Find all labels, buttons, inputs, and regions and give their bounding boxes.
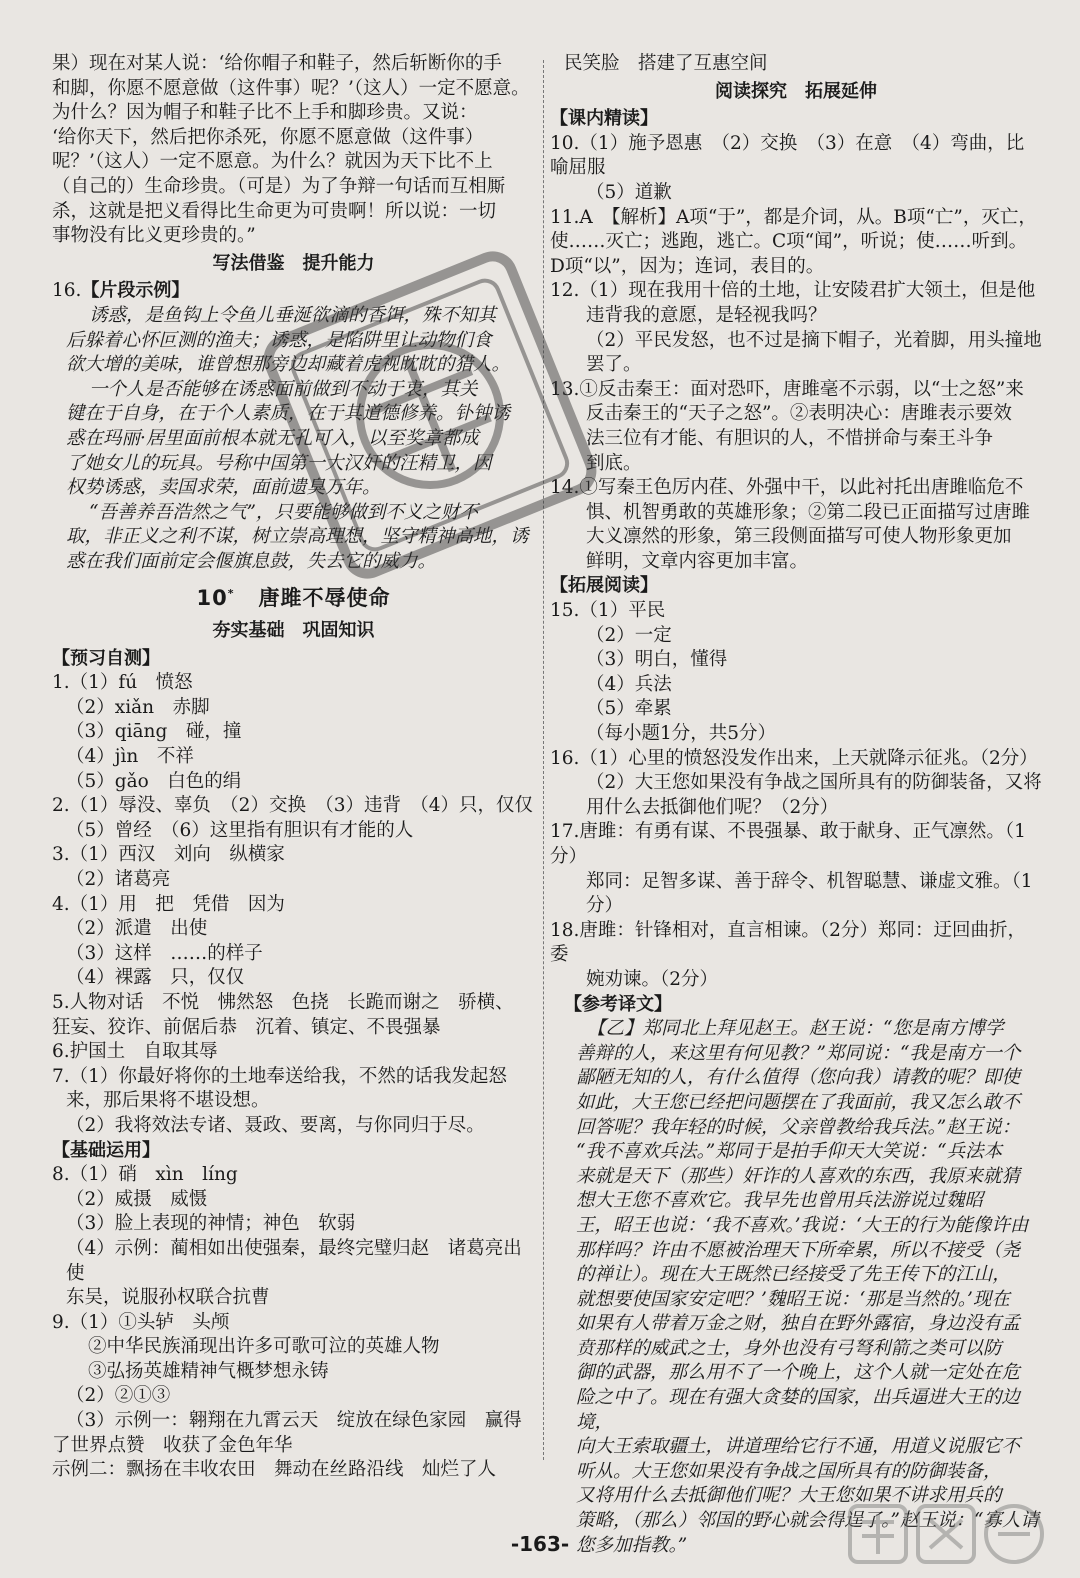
- translation-text-line: 想大王您不喜欢它。我早先也曾用兵法游说过魏昭: [576, 1190, 984, 1212]
- text-line: 到底。: [586, 452, 642, 474]
- text-line: （5）gǎo 白色的绢: [66, 770, 242, 792]
- site-logo-icon: [846, 1502, 1056, 1568]
- text-line: （2）威摄 威慑: [66, 1188, 208, 1210]
- example-text-line: 欲大增的美味，谁曾想那旁边却藏着虎视眈眈的猎人。: [66, 354, 511, 376]
- translation-text-line: 御的武器，那么用不了一个晚上，这个人就一定处在危: [576, 1362, 1021, 1384]
- example-text-line: 【乙】郑同北上拜见赵王。赵王说：“您是南方博学: [587, 1018, 1004, 1040]
- example-text-line: 取，非正义之利不谋，树立崇高理想，坚守精神高地，诱: [66, 526, 529, 548]
- text-line: 3.（1）西汉 刘向 纵横家: [52, 844, 285, 866]
- text-line: 大义凛然的形象，第三段侧面描写可使人物形象更加: [586, 526, 1012, 548]
- translation-text-line: “我不喜欢兵法。”郑同于是拍手仰天大笑说：“兵法本: [576, 1141, 1003, 1163]
- column-divider: [543, 60, 544, 1460]
- text-line: 来，那后果将不堪设想。: [66, 1090, 270, 1112]
- text-line: （4）示例：蔺相如出使强秦，最终完璧归赵 诸葛亮出使: [66, 1237, 522, 1284]
- translation-text-line: 回答呢？我年轻的时候，父亲曾教给我兵法。”赵王说：: [576, 1116, 1021, 1138]
- text-line: （4）裸露 只，仅仅: [66, 967, 245, 989]
- text-line: 为什么？因为帽子和鞋子比不上手和脚珍贵。又说：: [52, 102, 478, 124]
- text-line: 8.（1）硝 xìn líng: [52, 1164, 238, 1186]
- text-line: 17.唐雎：有勇有谋、不畏强暴、敢于献身、正气凛然。（1分）: [550, 821, 1026, 867]
- example-text-line: 键在于自身，在于个人素质，在于其道德修养。钋钟诱: [66, 403, 511, 425]
- text-line: （3）这样 ……的样子: [66, 942, 263, 964]
- text-line: 1.（1）fú 愤怒: [52, 672, 193, 694]
- text-line: （2）派遣 出使: [66, 918, 208, 940]
- example-text-line: 一个人是否能够在诱惑面前做到不动于衷，其关: [89, 378, 478, 400]
- text-line: 5.人物对话 不悦 怫然怒 色挠 长跪而谢之 骄横、: [52, 991, 514, 1013]
- text-line: 罢了。: [586, 354, 642, 376]
- text-line: 4.（1）用 把 凭借 因为: [52, 893, 285, 915]
- text-line: （5）牵累: [586, 698, 672, 720]
- text-line: （自己的）生命珍贵。（可是）为了争辩一句话而互相厮: [52, 175, 506, 197]
- translation-text-line: 就想要使国家安定吧？’魏昭王说：‘那是当然的。’现在: [576, 1288, 1010, 1310]
- text-line: 13.①反击秦王：面对恐吓，唐雎毫不示弱，以“士之怒”来: [550, 378, 1024, 400]
- text-line: 15.（1）平民: [550, 600, 666, 622]
- text-line: 使……灭亡；逃跑，逃亡。C项“闻”，听说；使……听到。: [550, 231, 1028, 253]
- text-line: （2）②①③: [66, 1385, 171, 1407]
- translation-text-line: 险之中了。现在有强大贪婪的国家，出兵逼进大王的边境，: [576, 1387, 1021, 1433]
- text-line: （2）诸葛亮: [66, 869, 171, 890]
- text-line: （4）jìn 不祥: [66, 746, 194, 768]
- right-column: [550, 52, 1042, 1558]
- text-line: 示例二：飘扬在丰收农田 舞动在丝路沿线 灿烂了人: [52, 1459, 497, 1481]
- text-line: 用什么去抵御他们呢？（2分）: [586, 796, 839, 818]
- text-line: （2）xiǎn 赤脚: [66, 696, 210, 718]
- text-line: （5）曾经 （6）这里指有胆识有才能的人: [66, 819, 414, 841]
- translation-text-line: 贲那样的威武之士，身外也没有弓弩利箭之类可以防: [576, 1337, 1002, 1359]
- subsection-label: 【课内精读】: [550, 108, 658, 130]
- text-line: ③弘扬英雄精神气概梦想永铸: [88, 1360, 329, 1382]
- text-line: 16.（1）心里的愤怒没发作出来，上天就降示征兆。（2分）: [550, 747, 1038, 769]
- translation-text-line: 的禅让）。现在大王既然已经接受了先王传下的江山，: [576, 1264, 1011, 1286]
- example-text-line: 权势诱惑，卖国求荣，面前遗臭万年。: [66, 477, 381, 499]
- text-line: 10.（1）施予恩惠 （2）交换 （3）在意 （4）弯曲，比喻屈服: [550, 132, 1025, 179]
- text-line: 违背我的意愿，是轻视我吗？: [586, 304, 827, 326]
- text-line: 东吴，说服孙权联合抗曹: [66, 1287, 270, 1309]
- text-line: 惧、机智勇敢的英雄形象；②第二段已正面描写过唐雎: [586, 501, 1031, 523]
- translation-text-line: 王，昭王也说：‘我不喜欢。’我说：‘大王的行为能像许由: [576, 1214, 1029, 1236]
- text-line: 了世界点赞 收获了金色年华: [52, 1434, 293, 1456]
- subsection-label: 【片段示例】: [81, 280, 190, 302]
- text-line: （2）一定: [586, 624, 672, 646]
- translation-text-line: 善辩的人，来这里有何见教？”郑同说：“我是南方一个: [576, 1042, 1021, 1064]
- example-text-line: 惑在玛丽·居里面前根本就无孔可入，以至奖章都成: [66, 427, 479, 449]
- section-heading: 写法借鉴 提升能力: [212, 252, 375, 274]
- text-line: （3）明白，懂得: [586, 649, 728, 671]
- text-line: 鲜明，文章内容更加丰富。: [586, 550, 809, 572]
- text-line: （每小题1分，共5分）: [586, 723, 777, 745]
- subsection-label: 【拓展阅读】: [550, 575, 658, 597]
- text-line: 6.护国土 自取其辱: [52, 1041, 218, 1063]
- example-text-line: 惑在我们面前定会偃旗息鼓，失去它的威力。: [66, 550, 437, 572]
- text-line: 郑同：足智多谋、善于辞令、机智聪慧、谦虚文雅。（1分）: [586, 870, 1033, 917]
- text-line: （4）兵法: [586, 673, 672, 695]
- text-line: （2）我将效法专诸、聂政、要离，与你同归于尽。: [66, 1114, 485, 1136]
- subsection-label: 【基础运用】: [52, 1139, 160, 1161]
- translation-text-line: 鄙陋无知的人，有什么值得（您向我）请教的呢？即使: [576, 1067, 1021, 1089]
- section-heading: 夯实基础 巩固知识: [212, 620, 375, 642]
- text-line: 杀，这就是把义看得比生命更为可贵啊！所以说：一切: [52, 200, 497, 222]
- text-line: （3）脸上表现的神情；神色 软弱: [66, 1213, 356, 1235]
- text-line: ‘给你天下，然后把你杀死，你愿不愿意做（这件事）: [52, 126, 484, 148]
- subsection-label: 【参考译文】: [564, 993, 672, 1015]
- self-study-mark: *: [227, 587, 235, 601]
- text-line: 和脚，你愿不愿意做（这件事）呢？’（这人）一定不愿意。: [52, 77, 530, 99]
- question-number: 16.: [52, 280, 82, 302]
- lesson-title: [52, 582, 535, 611]
- text-line: 呢？’（这人）一定不愿意。为什么？就因为天下比不上: [52, 151, 493, 173]
- translation-text-line: 您多加指教。”: [576, 1534, 688, 1556]
- translation-text-line: 那样吗？许由不愿被治理天下所牵累，所以不接受（尧: [576, 1239, 1021, 1261]
- text-line: （3）示例一：翱翔在九霄云天 绽放在绿色家园 赢得: [66, 1410, 522, 1432]
- lesson-number: 10: [196, 586, 228, 611]
- translation-text-line: 如此，大王您已经把问题摆在了我面前，我又怎么敢不: [576, 1091, 1021, 1113]
- translation-text-line: 听从。大王您如果没有争战之国所具有的防御装备，: [576, 1460, 1002, 1482]
- text-line: D项“以”，因为；连词，表目的。: [550, 255, 825, 277]
- page-number: -163-: [510, 1532, 570, 1556]
- translation-text-line: 又将用什么去抵御他们呢？大王您如果不讲求用兵的: [576, 1485, 1002, 1507]
- example-text-line: 诱惑，是鱼钩上令鱼儿垂涎欲滴的香饵，殊不知其: [89, 304, 497, 326]
- text-line: ②中华民族涌现出许多可歌可泣的英雄人物: [88, 1336, 440, 1358]
- translation-text-line: 来就是天下（那些）奸诈的人喜欢的东西，我原来就猜: [576, 1165, 1021, 1187]
- text-line: 18.唐雎：针锋相对，直言相谏。（2分）郑同：迂回曲折，委: [550, 919, 1026, 966]
- example-text-line: “吾善养吾浩然之气”，只要能够做到不义之财不: [89, 501, 478, 523]
- translation-text-line: 策略，（那么）邻国的野心就会得逞了。”赵王说：“寡人请: [576, 1510, 1039, 1532]
- lesson-title-text: 唐雎不辱使命: [258, 586, 391, 611]
- example-text-line: 了她女儿的玩具。号称中国第一大汉奸的汪精卫，因: [66, 452, 492, 474]
- text-line: （3）qiāng 碰，撞: [66, 721, 242, 743]
- text-line: （2）平民发怒，也不过是摘下帽子，光着脚，用头撞地: [586, 329, 1042, 351]
- text-line: 12.（1）现在我用十倍的土地，让安陵君扩大领土，但是他: [550, 280, 1036, 302]
- text-line: 11.A 【解析】A项“于”，都是介词，从。B项“亡”，灭亡，: [550, 206, 1037, 228]
- translation-text-line: 如果有人带着万金之财，独自在野外露宿，身边没有孟: [576, 1313, 1021, 1335]
- text-line: （2）大王您如果没有争战之国所具有的防御装备，又将: [586, 772, 1042, 794]
- section-heading: 阅读探究 拓展延伸: [715, 80, 877, 102]
- text-line: 反击秦王的“天子之怒”。②表明决心：唐雎表示要效: [586, 403, 1012, 425]
- text-line: 事物没有比义更珍贵的。”: [52, 225, 256, 247]
- example-text-line: 后躲着心怀叵测的渔夫；诱惑，是陷阱里让动物们食: [66, 329, 492, 351]
- translation-text-line: 向大王索取疆土，讲道理给它行不通，用道义说服它不: [576, 1436, 1021, 1458]
- text-line: 狂妄、狡诈、前倨后恭 沉着、镇定、不畏强暴: [52, 1016, 441, 1038]
- text-line: 民笑脸 搭建了互惠空间: [564, 53, 768, 74]
- text-line: 婉劝谏。（2分）: [586, 968, 719, 990]
- text-line: 法三位有才能、有胆识的人，不惜拼命与秦王斗争: [586, 427, 994, 449]
- text-line: （5）道歉: [586, 181, 672, 203]
- subsection-label: 【预习自测】: [52, 647, 160, 669]
- text-line: 9.（1）①头轳 头颅: [52, 1311, 230, 1333]
- text-line: 果）现在对某人说：‘给你帽子和鞋子，然后斩断你的手: [52, 53, 502, 74]
- text-line: 2.（1）辱没、辜负 （2）交换 （3）违背 （4）只，仅仅: [52, 795, 533, 817]
- text-line: 7.（1）你最好将你的土地奉送给我，不然的话我发起怒: [52, 1065, 507, 1087]
- text-line: 14.①写秦王色厉内荏、外强中干，以此衬托出唐雎临危不: [550, 477, 1024, 499]
